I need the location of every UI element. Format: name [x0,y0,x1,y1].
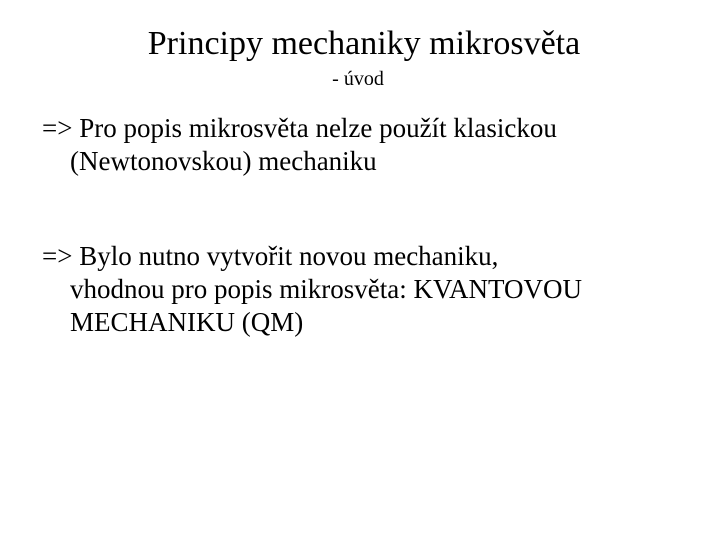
bullet-line: (Newtonovskou) mechaniku [70,146,377,176]
bullet-line: MECHANIKU (QM) [70,307,304,337]
bullet-line: => Bylo nutno vytvořit novou mechaniku, [42,241,499,271]
bullet-line: => Pro popis mikrosvěta nelze použít klasickou [42,113,557,143]
bullet-point [42,112,702,178]
slide-subtitle: - úvod [332,68,384,90]
bullet-point [42,240,702,339]
slide-title: Principy mechaniky mikrosvěta [147,25,581,62]
bullet-line: vhodnou pro popis mikrosvěta: KVANTOVOU [70,274,582,304]
